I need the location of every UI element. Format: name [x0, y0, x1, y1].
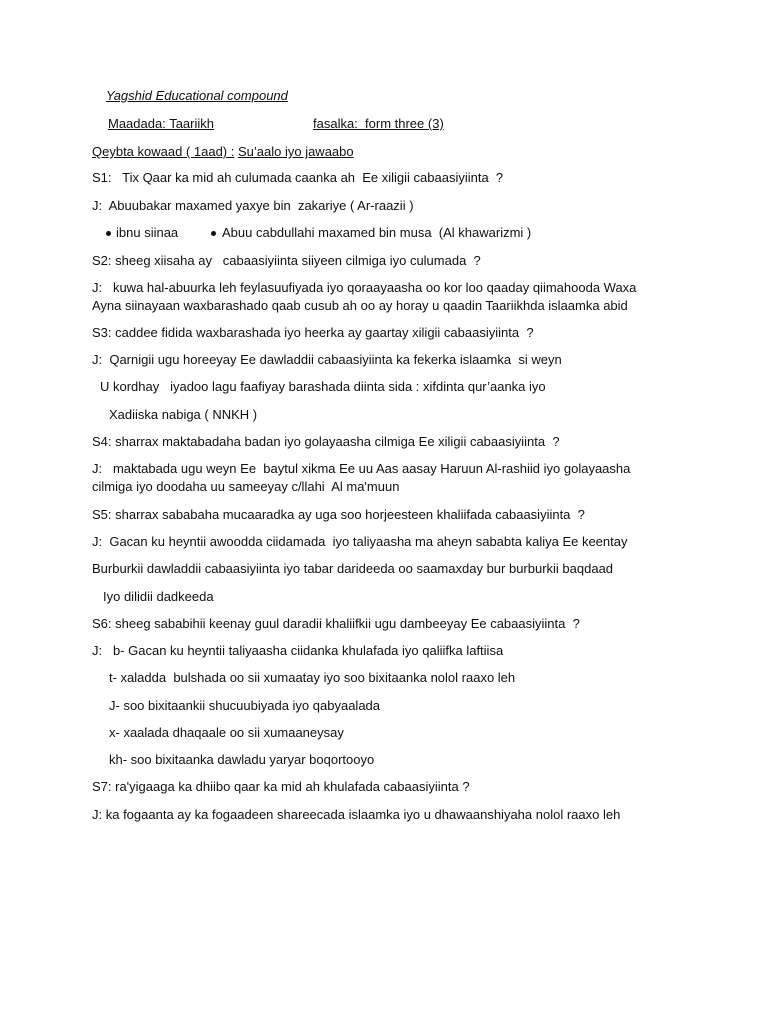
answer-6-line-2: t- xaladda bulshada oo sii xumaatay iyo soo bixitaanka nolol raaxo leh [109, 670, 516, 685]
answer-2-line-2: Ayna siinayaan waxbarashado qaab cusub ah oo ay horay u qaadin Taariikhda islaamka abid [92, 298, 628, 313]
section-label: Qeybta kowaad ( 1aad) : [92, 144, 235, 159]
answer-4-line-2: cilmiga iyo doodaha uu sameeyay c/llahi Al ma'muun [92, 479, 400, 494]
bullet-icon [211, 231, 216, 236]
question-3: S3: caddee fidida waxbarashada iyo heerka ay gaartay xiligii cabaasiyiinta ? [92, 325, 534, 340]
section-heading [92, 144, 354, 160]
answer-3-line-2: U kordhay iyadoo lagu faafiyay barashada diinta sida : xifdinta qur’aanka iyo [100, 379, 546, 394]
bullet-icon [106, 231, 111, 236]
question-4: S4: sharrax maktabadaha badan iyo golayaasha cilmiga Ee xiligii cabaasiyiinta ? [92, 434, 560, 449]
question-1: S1: Tix Qaar ka mid ah culumada caanka ah Ee xiligii cabaasiyiinta ? [92, 170, 504, 185]
question-7: S7: ra'yigaaga ka dhiibo qaar ka mid ah khulafada cabaasiyiinta ? [92, 779, 470, 794]
section-title: Su’aalo iyo jawaabo [237, 144, 354, 159]
answer-6-line-4: x- xaalada dhaqaale oo sii xumaaneysay [109, 725, 344, 740]
answer-1-bullet-2: Abuu cabdullahi maxamed bin musa (Al khawarizmi ) [222, 225, 532, 240]
subject-label: Maadada: Taariikh [108, 116, 214, 131]
answer-5-line-1: J: Gacan ku heyntii awoodda ciidamada iyo taliyaasha ma aheyn sababta kaliya Ee keentay [92, 534, 628, 549]
question-2: S2: sheeg xiisaha ay cabaasiyiinta siiyeen cilmiga iyo culumada ? [92, 253, 481, 268]
answer-3-line-1: J: Qarnigii ugu horeeyay Ee dawladdii cabaasiyiinta ka fekerka islaamka si weyn [92, 352, 562, 367]
class-label: fasalka: form three (3) [313, 116, 444, 131]
answer-6-line-5: kh- soo bixitaanka dawladu yaryar boqortooyo [109, 752, 375, 767]
answer-2-line-1: J: kuwa hal-abuurka leh feylasuufiyada iyo qoraayaasha oo kor loo qaaday qiimahooda Waxa [92, 280, 637, 295]
answer-1: J: Abuubakar maxamed yaxye bin zakariye ( Ar-raazii ) [92, 198, 414, 213]
answer-6-line-1: J: b- Gacan ku heyntii taliyaasha ciidanka khulafada iyo qaliifka laftiisa [92, 643, 504, 658]
school-name: Yagshid Educational compound [106, 88, 288, 103]
answer-4-line-1: J: maktabada ugu weyn Ee baytul xikma Ee uu Aas aasay Haruun Al-rashiid iyo golayaasha [92, 461, 631, 476]
answer-5-line-3: Iyo dilidii dadkeeda [103, 589, 214, 604]
question-6: S6: sheeg sababihii keenay guul daradii khaliifkii ugu dambeeyay Ee cabaasiyiinta ? [92, 616, 580, 631]
answer-7: J: ka fogaanta ay ka fogaadeen shareecada islaamka iyo u dhawaanshiyaha nolol raaxo leh [92, 807, 621, 822]
answer-1-bullet-1: ibnu siinaa [116, 225, 179, 240]
answer-5-line-2: Burburkii dawladdii cabaasiyiinta iyo tabar darideeda oo saamaxday bur burburkii baqdaad [92, 561, 614, 576]
question-5: S5: sharrax sababaha mucaaradka ay uga soo horjeesteen khaliifada cabaasiyiinta ? [92, 507, 585, 522]
answer-3-line-3: Xadiiska nabiga ( NNKH ) [109, 407, 258, 422]
answer-6-line-3: J- soo bixitaankii shucuubiyada iyo qabyaalada [109, 698, 381, 713]
